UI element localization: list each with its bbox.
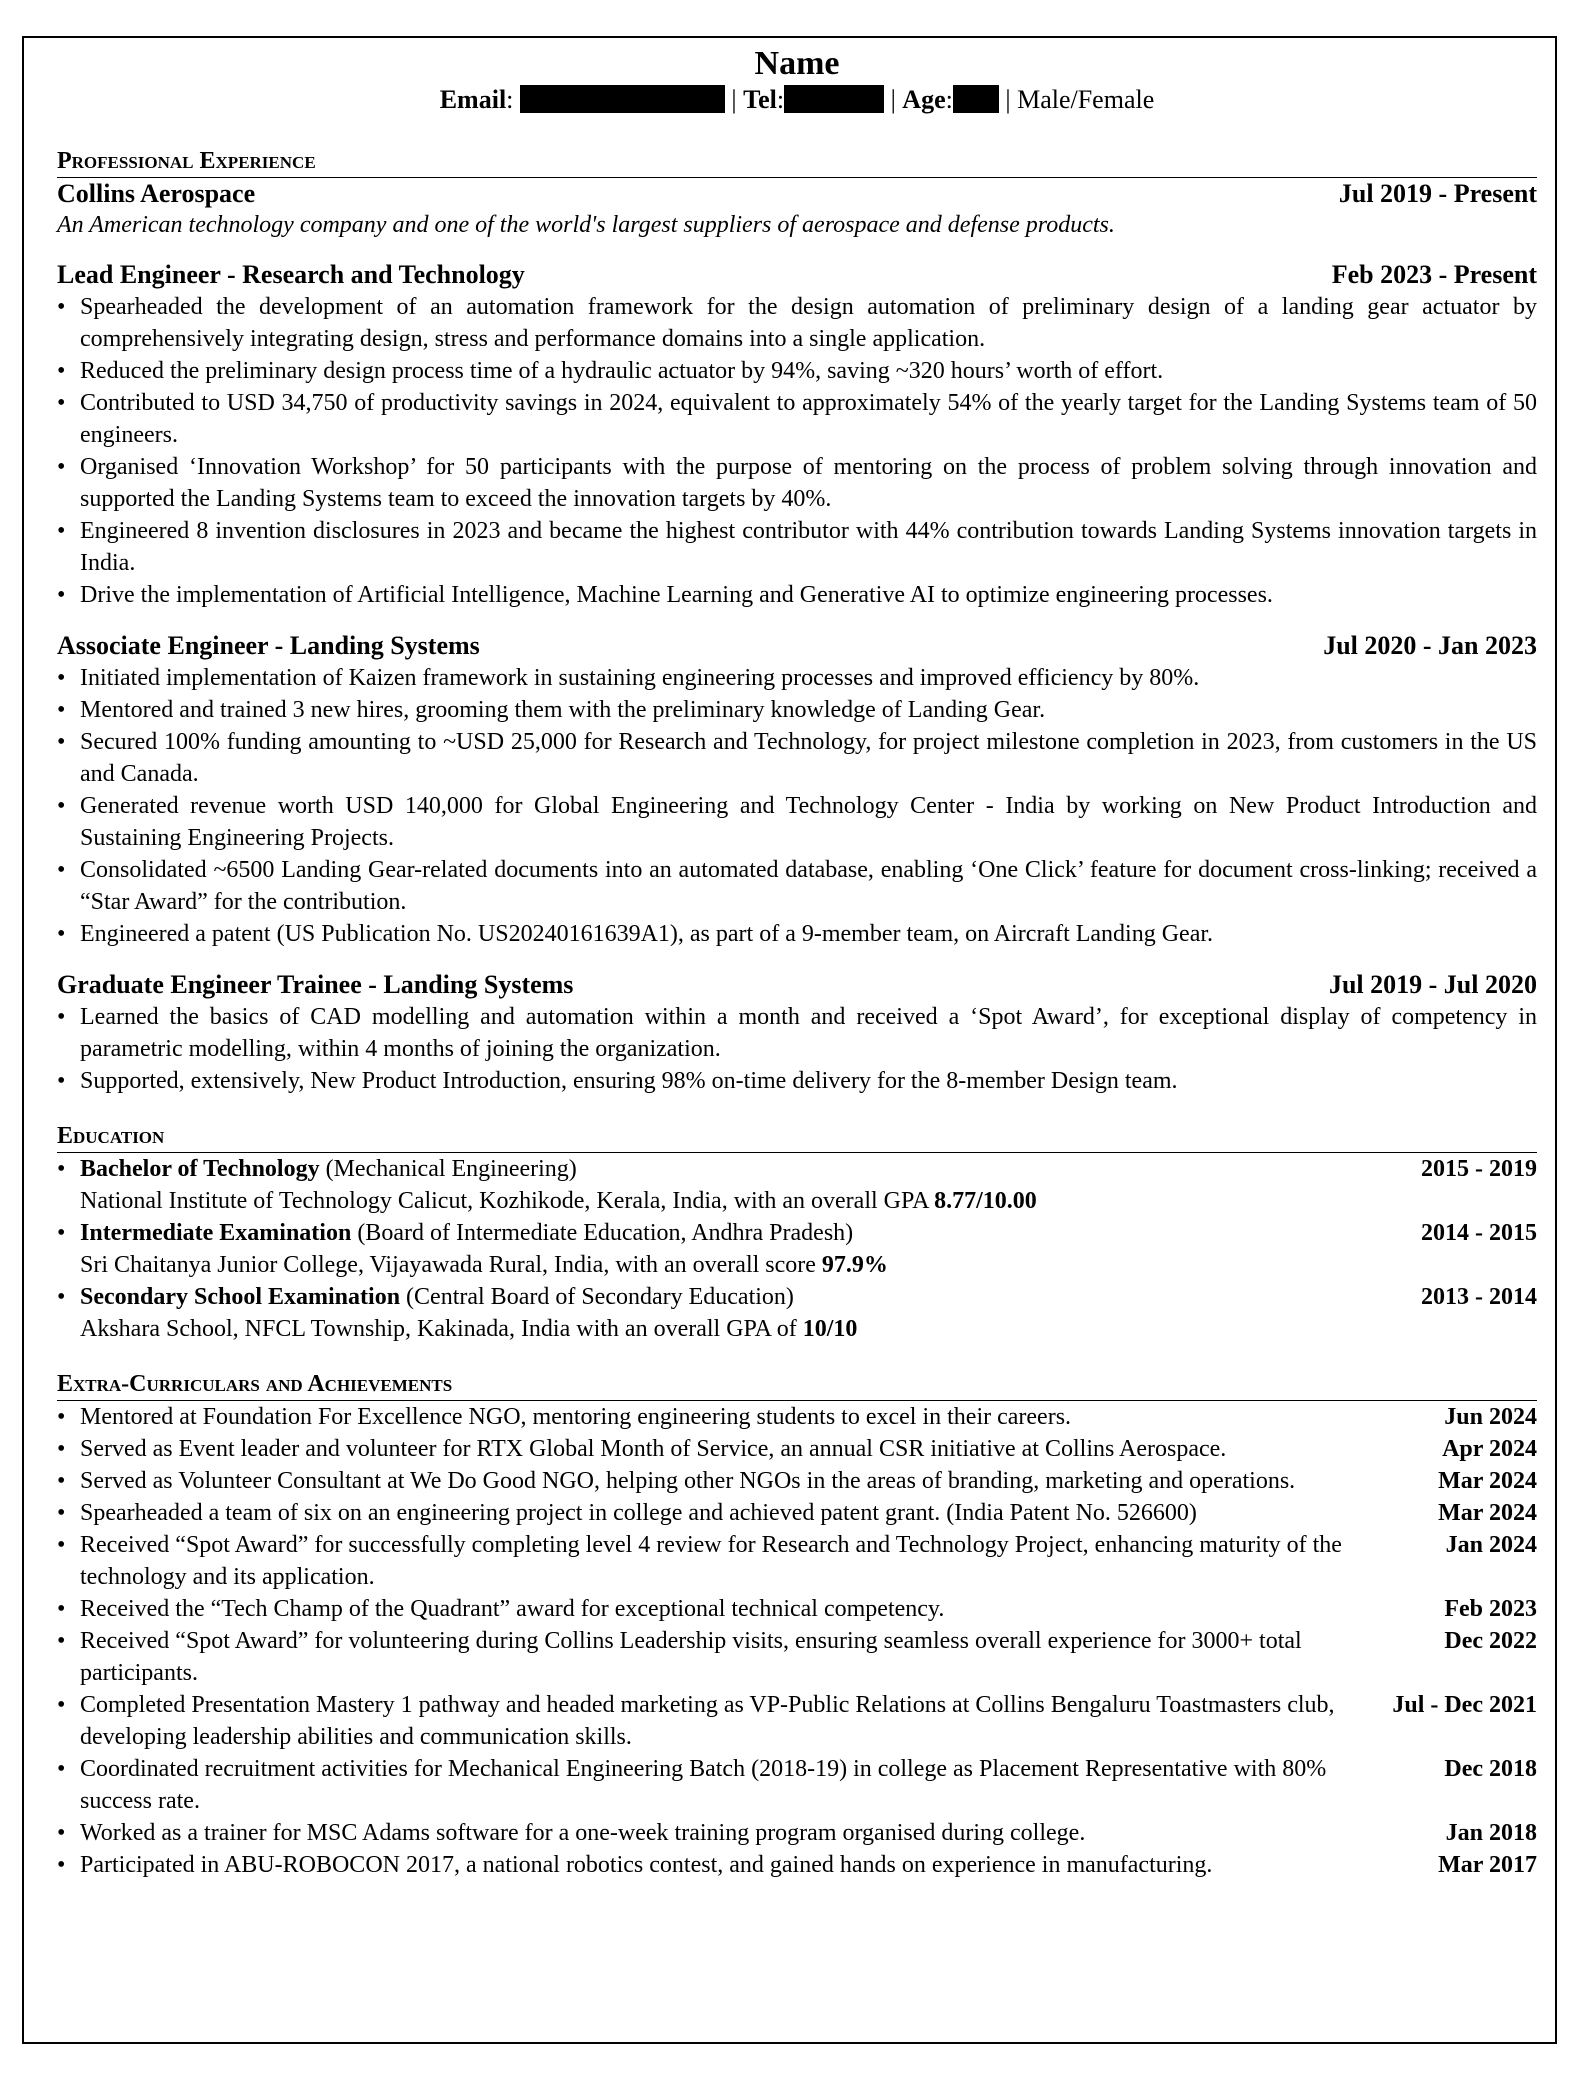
degree-detail: (Board of Intermediate Education, Andhra Pradesh) [351, 1220, 854, 1246]
bullet-glyph: • [57, 1500, 66, 1526]
bullet-glyph: • [57, 1532, 66, 1558]
bullet-glyph: • [57, 1596, 66, 1622]
role-dates: Jul 2019 - Jul 2020 [1328, 970, 1537, 999]
achievement-text: Served as Event leader and volunteer for RTX Global Month of Service, an annual CSR initiative at Collins Aerospace. [80, 1436, 1227, 1462]
achievement-item [57, 1817, 1537, 1849]
role-dates: Jul 2020 - Jan 2023 [1323, 631, 1537, 660]
section-title: Education [57, 1121, 1537, 1153]
bullet-glyph: • [57, 1284, 66, 1310]
degree-name: Secondary School Examination [80, 1284, 401, 1310]
achievements-list [57, 1401, 1537, 1881]
bullet-glyph: • [57, 1220, 66, 1246]
institution-text: Akshara School, NFCL Township, Kakinada, India with an overall GPA of [80, 1316, 803, 1342]
gender-text: Male/Female [1017, 85, 1155, 114]
role-block [57, 630, 1537, 950]
achievement-item [57, 1849, 1537, 1881]
achievement-text: Mentored at Foundation For Excellence NGO, mentoring engineering students to excel in their careers. [80, 1404, 1072, 1430]
achievement-date: Apr 2024 [1442, 1436, 1537, 1462]
education-section [57, 1121, 1537, 1345]
list-item: • Spearheaded the development of an automation framework for the design automation of preliminary design of a landing gear actuator by comprehensively integrating design, stress and performance domains into a single application. [57, 291, 1537, 355]
list-item: • Engineered 8 invention disclosures in 2023 and became the highest contributor with 44% contribution towards Landing Systems innovation targets in India. [57, 515, 1537, 579]
list-item: • Generated revenue worth USD 140,000 for Global Engineering and Technology Center - India by working on New Product Introduction and Sustaining Engineering Projects. [57, 790, 1537, 854]
achievement-text: Received “Spot Award” for volunteering during Collins Leadership visits, ensuring seamless overall experience for 3000+ total participants. [80, 1628, 1302, 1686]
company-row [57, 178, 1537, 210]
achievement-item [57, 1625, 1537, 1689]
achievement-item [57, 1465, 1537, 1497]
role-dates: Feb 2023 - Present [1331, 260, 1537, 289]
achievement-date: Jan 2024 [1445, 1532, 1537, 1558]
bullet-glyph: • [57, 1468, 66, 1494]
list-item: • Engineered a patent (US Publication No. US20240161639A1), as part of a 9-member team, on Aircraft Landing Gear. [57, 918, 1537, 950]
company-description: An American technology company and one of the world's largest suppliers of aerospace and defense products. [57, 212, 1115, 238]
role-block [57, 259, 1537, 611]
education-dates: 2015 - 2019 [1421, 1156, 1537, 1182]
section-title: Extra-Curriculars and Achievements [57, 1369, 1537, 1401]
institution-line [80, 1249, 1537, 1281]
bullet-list [57, 662, 1537, 950]
achievement-text: Worked as a trainer for MSC Adams software for a one-week training program organised during college. [80, 1820, 1086, 1846]
list-item: • Organised ‘Innovation Workshop’ for 50 participants with the purpose of mentoring on the process of problem solving through innovation and supported the Landing Systems team to exceed the innovation targets by 40%. [57, 451, 1537, 515]
bullet-glyph: • [57, 1756, 66, 1782]
institution-line [80, 1185, 1537, 1217]
age-label: Age [902, 85, 946, 114]
institution-line [80, 1313, 1537, 1345]
achievement-date: Dec 2018 [1444, 1756, 1537, 1782]
list-item: • Consolidated ~6500 Landing Gear-related documents into an automated database, enabling ‘One Click’ feature for document cross-linking; received a “Star Award” for the contribution. [57, 854, 1537, 918]
tel-label: Tel [743, 85, 777, 114]
email-label: Email [439, 85, 507, 114]
achievement-text: Served as Volunteer Consultant at We Do Good NGO, helping other NGOs in the areas of branding, marketing and operations. [80, 1468, 1296, 1494]
list-item: • Initiated implementation of Kaizen framework in sustaining engineering processes and improved efficiency by 80%. [57, 662, 1537, 694]
education-list [57, 1153, 1537, 1345]
education-item [57, 1153, 1537, 1217]
resume-header [57, 44, 1537, 116]
achievement-text: Spearheaded a team of six on an engineering project in college and achieved patent grant. (India Patent No. 526600) [80, 1500, 1197, 1526]
list-item: • Reduced the preliminary design process time of a hydraulic actuator by 94%, saving ~320 hours’ worth of effort. [57, 355, 1537, 387]
achievement-date: Feb 2023 [1444, 1596, 1537, 1622]
candidate-name: Name [754, 45, 840, 82]
role-header [57, 969, 1537, 1001]
education-item [57, 1281, 1537, 1345]
list-item: • Secured 100% funding amounting to ~USD 25,000 for Research and Technology, for project milestone completion in 2023, from customers in the US and Canada. [57, 726, 1537, 790]
achievement-item [57, 1529, 1537, 1593]
role-title: Graduate Engineer Trainee - Landing Systems [57, 970, 574, 999]
resume [57, 44, 1537, 1881]
tel-redacted [784, 85, 884, 113]
company-dates: Jul 2019 - Present [1338, 179, 1537, 208]
list-item: • Contributed to USD 34,750 of productivity savings in 2024, equivalent to approximately 54% of the yearly target for the Landing Systems team of 50 engineers. [57, 387, 1537, 451]
achievement-date: Mar 2024 [1438, 1468, 1537, 1494]
education-degree-line [80, 1281, 794, 1313]
bullet-glyph: • [57, 1852, 66, 1878]
achievement-item [57, 1497, 1537, 1529]
education-row [80, 1153, 1537, 1185]
role-title: Lead Engineer - Research and Technology [57, 260, 525, 289]
role-block [57, 969, 1537, 1097]
bullet-glyph: • [57, 1628, 66, 1654]
education-degree-line [80, 1217, 853, 1249]
achievement-item [57, 1593, 1537, 1625]
list-item: • Drive the implementation of Artificial Intelligence, Machine Learning and Generative AI to optimize engineering processes. [57, 579, 1537, 611]
education-dates: 2013 - 2014 [1421, 1284, 1537, 1310]
education-row [80, 1281, 1537, 1313]
degree-name: Bachelor of Technology [80, 1156, 320, 1182]
list-item: • Learned the basics of CAD modelling and automation within a month and received a ‘Spot Award’, for exceptional display of competency in parametric modelling, within 4 months of joining the organization. [57, 1001, 1537, 1065]
role-header [57, 259, 1537, 291]
achievement-text: Received “Spot Award” for successfully completing level 4 review for Research and Technology Project, enhancing maturity of the technology and its application. [80, 1532, 1342, 1590]
achievement-date: Jul - Dec 2021 [1392, 1692, 1537, 1718]
email-redacted [520, 85, 725, 113]
degree-name: Intermediate Examination [80, 1220, 352, 1246]
institution-text: Sri Chaitanya Junior College, Vijayawada Rural, India, with an overall score [80, 1252, 822, 1278]
achievement-text: Participated in ABU-ROBOCON 2017, a national robotics contest, and gained hands on experience in manufacturing. [80, 1852, 1213, 1878]
achievement-date: Mar 2017 [1438, 1852, 1537, 1878]
achievement-item [57, 1401, 1537, 1433]
achievement-text: Coordinated recruitment activities for Mechanical Engineering Batch (2018-19) in college as Placement Representative with 80% success rate. [80, 1756, 1327, 1814]
roles-list [57, 259, 1537, 1097]
achievement-date: Mar 2024 [1438, 1500, 1537, 1526]
list-item: • Mentored and trained 3 new hires, grooming them with the preliminary knowledge of Landing Gear. [57, 694, 1537, 726]
achievement-date: Jan 2018 [1445, 1820, 1537, 1846]
company-name: Collins Aerospace [57, 179, 256, 208]
bullet-list [57, 291, 1537, 611]
role-header [57, 630, 1537, 662]
degree-detail: (Mechanical Engineering) [319, 1156, 577, 1182]
achievement-date: Dec 2022 [1444, 1628, 1537, 1654]
section-title: Professional Experience [57, 146, 1537, 178]
achievement-text: Completed Presentation Mastery 1 pathway and headed marketing as VP-Public Relations at Collins Bengaluru Toastmasters club, developing leadership abilities and communication skills. [80, 1692, 1335, 1750]
achievement-item [57, 1689, 1537, 1753]
list-item: • Supported, extensively, New Product Introduction, ensuring 98% on-time delivery for the 8-member Design team. [57, 1065, 1537, 1097]
bullet-glyph: • [57, 1820, 66, 1846]
education-dates: 2014 - 2015 [1421, 1220, 1537, 1246]
bullet-glyph: • [57, 1404, 66, 1430]
bullet-list [57, 1001, 1537, 1097]
extracurricular-section [57, 1369, 1537, 1881]
education-degree-line [80, 1153, 577, 1185]
score: 97.9% [821, 1252, 888, 1278]
bullet-glyph: • [57, 1156, 66, 1182]
achievement-text: Received the “Tech Champ of the Quadrant” award for exceptional technical competency. [80, 1596, 945, 1622]
education-row [80, 1217, 1537, 1249]
institution-text: National Institute of Technology Calicut, Kozhikode, Kerala, India, with an overall GPA [80, 1188, 935, 1214]
achievement-item [57, 1753, 1537, 1817]
experience-section [57, 146, 1537, 1097]
achievement-date: Jun 2024 [1444, 1404, 1537, 1430]
education-item [57, 1217, 1537, 1281]
age-redacted [953, 85, 999, 113]
score: 10/10 [802, 1316, 858, 1342]
bullet-glyph: • [57, 1692, 66, 1718]
contact-line: Email: | Tel: | Age: | Male/Female [439, 85, 1155, 114]
degree-detail: (Central Board of Secondary Education) [400, 1284, 794, 1310]
score: 8.77/10.00 [934, 1188, 1037, 1214]
bullet-glyph: • [57, 1436, 66, 1462]
achievement-item [57, 1433, 1537, 1465]
role-title: Associate Engineer - Landing Systems [57, 631, 480, 660]
